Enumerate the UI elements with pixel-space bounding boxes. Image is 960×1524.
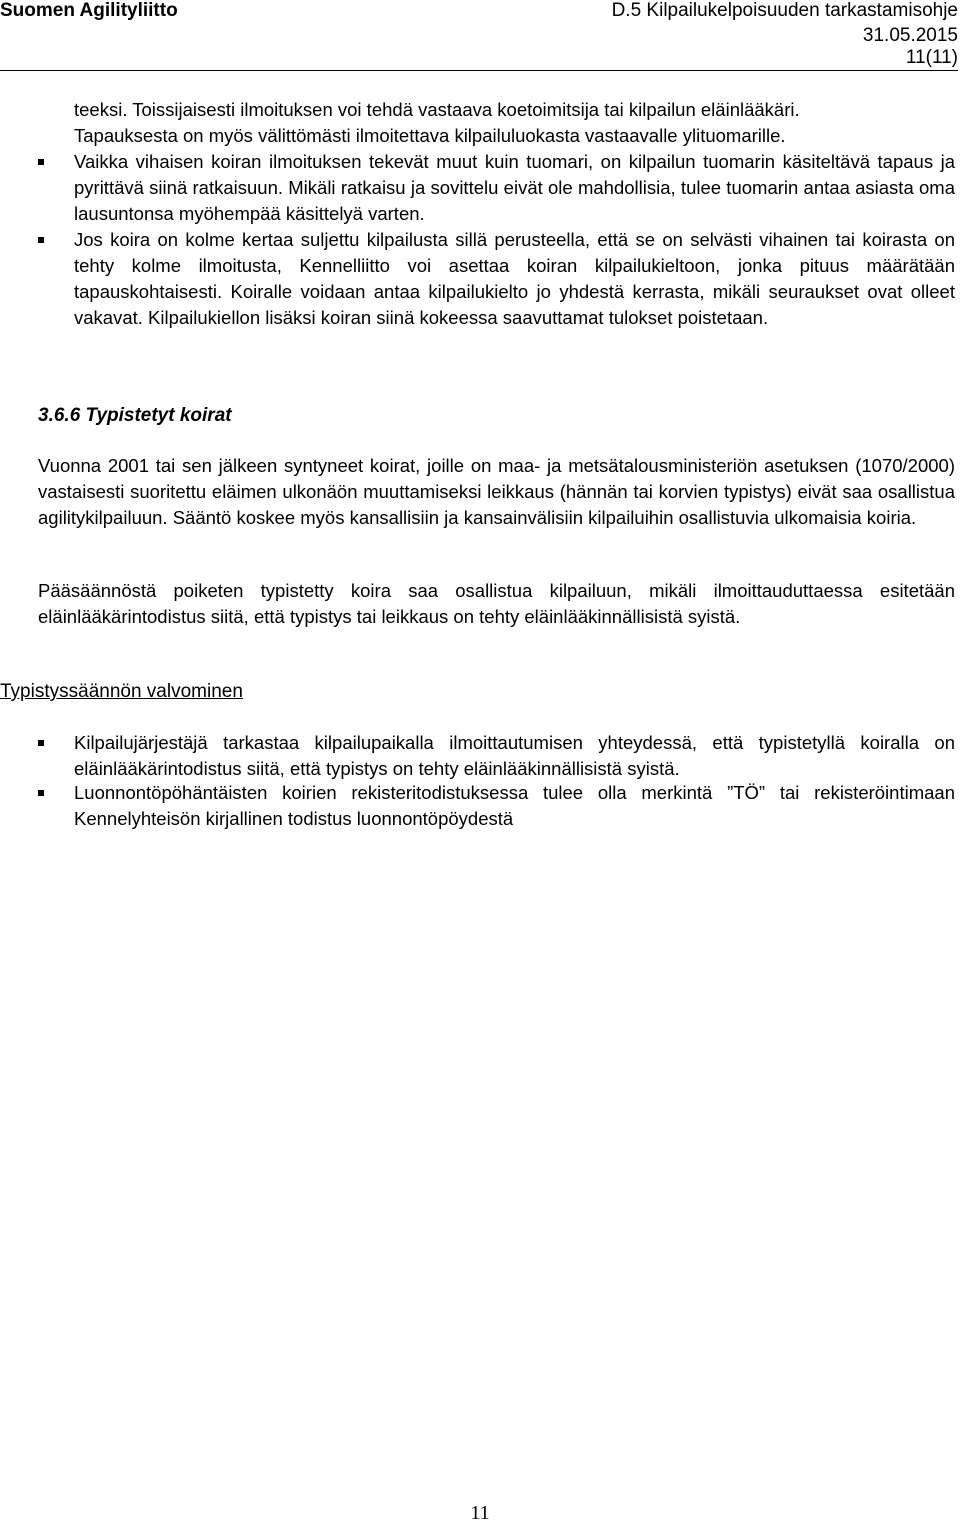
section-heading: 3.6.6 Typistetyt koirat (38, 405, 232, 426)
continuation-line-2: Tapauksesta on myös välittömästi ilmoitettava kilpailuluokasta vastaavalle ylituomarille. (74, 125, 786, 146)
continuation-text (74, 97, 955, 149)
list-item-text: Kilpailujärjestäjä tarkastaa kilpailupaikalla ilmoittautumisen yhteydessä, että typistetyllä koiralla on eläinlääkärintodistus siitä, että typistys on tehty eläinlääkinnällisistä syistä. (74, 732, 955, 779)
document-date: 31.05.2015 (862, 25, 958, 46)
bullet-square-icon (38, 159, 44, 165)
organization-name: Suomen Agilityliitto (0, 0, 178, 21)
document-title: D.5 Kilpailukelpoisuuden tarkastamisohje (611, 0, 958, 21)
list-item-text: Luonnontöpöhäntäisten koirien rekisteritodistuksessa tulee olla merkintä ”TÖ” tai rekisteröintimaan Kennelyhteisön kirjallinen todistus luonnontöpöydestä (74, 782, 955, 829)
page-indicator: 11(11) (905, 47, 958, 68)
footer-page-number: 11 (470, 1502, 490, 1524)
list-item-text: Vaikka vihaisen koiran ilmoituksen tekevät muut kuin tuomari, on kilpailun tuomarin käsiteltävä tapaus ja pyrittävä siinä ratkaisuun. Mikäli ratkaisu ja sovittelu eivät ole mahdollisia, tulee tuomarin antaa asiasta oma lausuntonsa myöhempää käsittelyä varten. (74, 151, 955, 224)
bullet-square-icon (38, 237, 44, 243)
bullet-square-icon (38, 790, 44, 796)
list-item-text: Jos koira on kolme kertaa suljettu kilpailusta sillä perusteella, että se on selvästi vihainen tai koirasta on tehty kolme ilmoitusta, Kennelliitto voi asettaa koiran kilpailukieltoon, jonka pituus määrätään tapauskohtaisesti. Koiralle voidaan antaa kilpailukielto jo yhdestä kerrasta, mikäli seuraukset ovat olleet vakavat. Kilpailukiellon lisäksi koiran siinä kokeessa saavuttamat tulokset poistetaan. (74, 229, 955, 328)
section-paragraph-2: Pääsäännöstä poiketen typistetty koira saa osallistua kilpailuun, mikäli ilmoittauduttaessa esitetään eläinlääkärintodistus siitä, että typistys tai leikkaus on tehty eläinlääkinnällisistä syistä. (38, 580, 955, 627)
bullet-square-icon (38, 740, 44, 746)
page-header (0, 0, 960, 72)
monitoring-heading: Typistyssäännön valvominen (0, 681, 243, 702)
header-rule (0, 70, 958, 71)
continuation-line-1: teeksi. Toissijaisesti ilmoituksen voi tehdä vastaava koetoimitsija tai kilpailun eläinlääkäri. (74, 99, 800, 120)
section-paragraph-1: Vuonna 2001 tai sen jälkeen syntyneet koirat, joille on maa- ja metsätalousministeriön asetuksen (1070/2000) vastaisesti suoritettu eläimen ulkonäön muuttamiseksi leikkaus (hännän tai korvien typistys) eivät saa osallistua agilitykilpailuun. Sääntö koskee myös kansallisiin ja kansainvälisiin kilpailuihin osallistuvia ulkomaisia koiria. (38, 455, 955, 528)
